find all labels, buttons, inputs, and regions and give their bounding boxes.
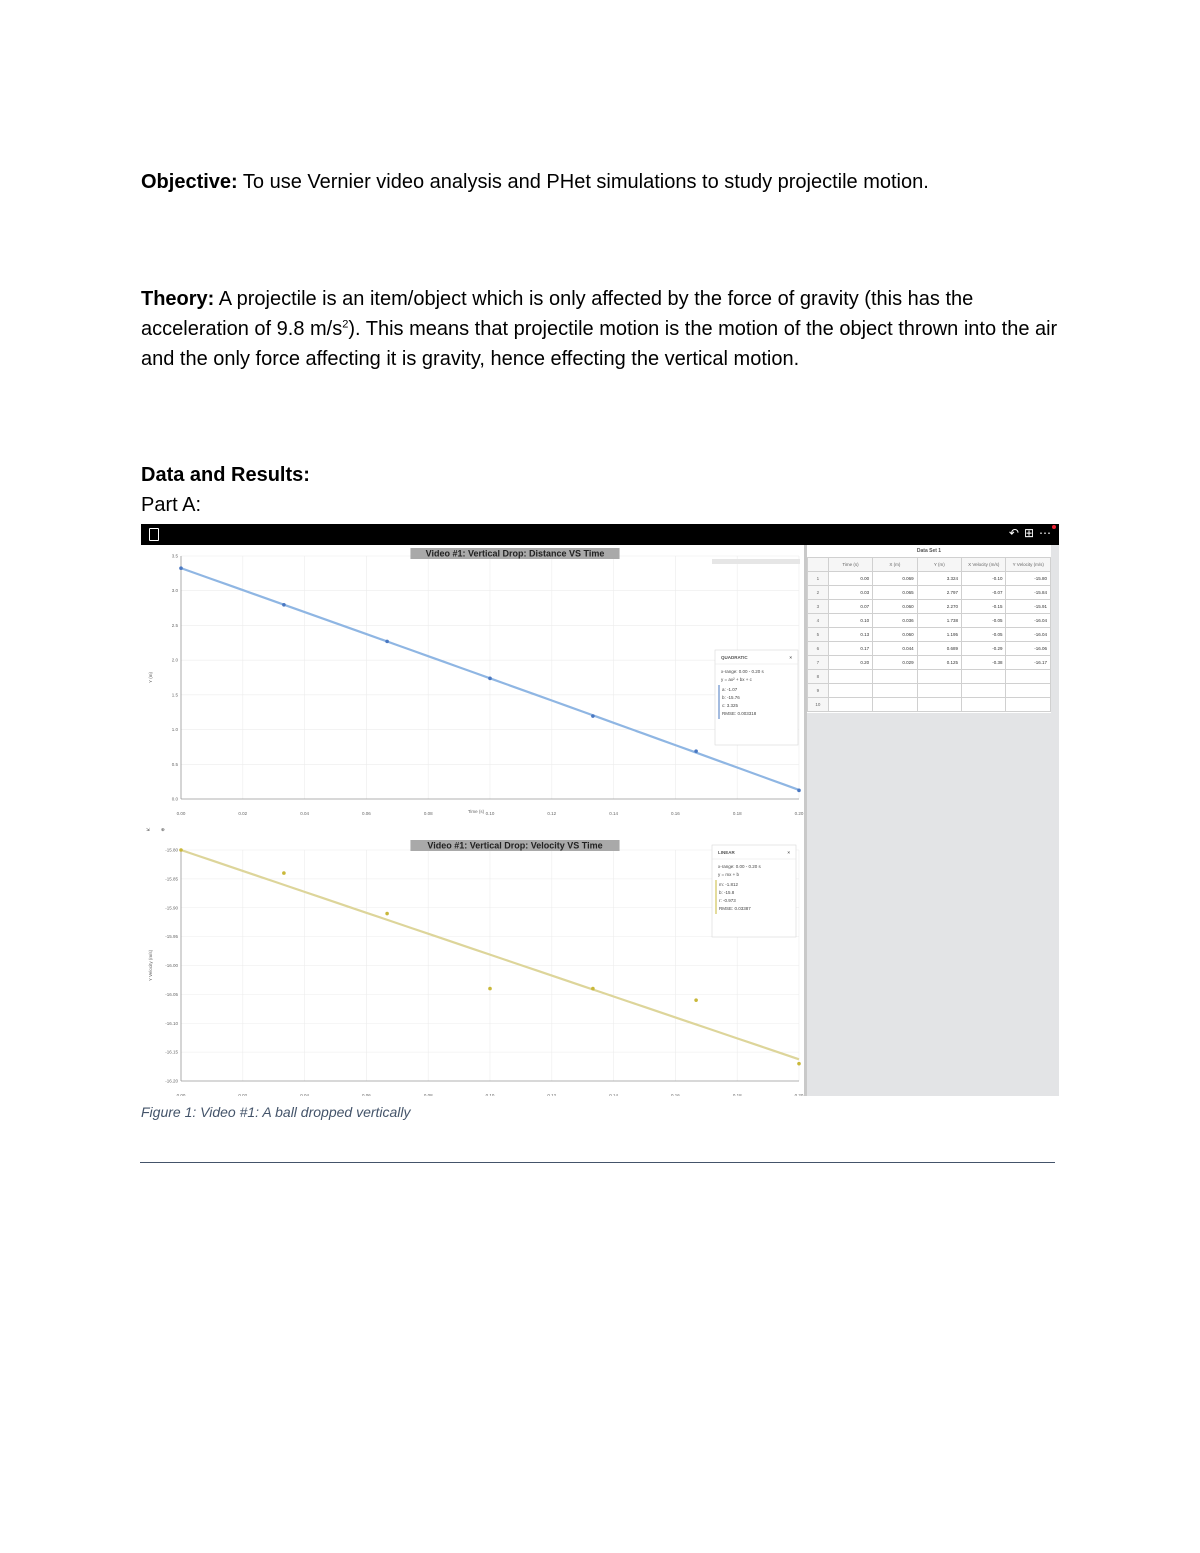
x-tick-label: 0.18: [732, 1093, 742, 1096]
x-axis-label: Time (s): [467, 809, 485, 814]
x-tick-label: 0.12: [547, 811, 557, 816]
table-cell[interactable]: -0.05: [961, 614, 1006, 628]
table-cell[interactable]: -0.38: [961, 656, 1006, 670]
y-tick-label: -15.90: [165, 905, 178, 911]
axis-icon: ⇲: [146, 827, 150, 832]
theory-text-2: ). This means that projectile motion is the motion of the object thrown into the air and the only force affecting it is gravity, hence effecting the vertical motion.: [141, 318, 1058, 370]
row-number: 9: [808, 684, 829, 698]
y-tick-label: 2.5: [171, 622, 178, 628]
table-cell[interactable]: -16.06: [1006, 642, 1051, 656]
table-cell[interactable]: 0.036: [873, 614, 917, 628]
data-point: [385, 640, 389, 644]
table-row: [808, 698, 1051, 712]
chart-title: Video #1: Vertical Drop: Distance VS Time: [425, 548, 605, 559]
data-results-heading: [141, 460, 1061, 490]
notification-dot: [1052, 525, 1056, 529]
close-icon: ×: [787, 850, 790, 855]
table-cell[interactable]: -16.04: [1006, 614, 1051, 628]
data-point: [797, 789, 801, 793]
column-header[interactable]: X Velocity (m/s): [961, 558, 1006, 572]
table-cell[interactable]: 0.03: [828, 586, 872, 600]
table-cell[interactable]: [828, 684, 872, 698]
y-tick-label: 0.5: [171, 761, 178, 767]
fit-box-title: LINEAR: [718, 850, 735, 855]
x-tick-label: 0.10: [485, 1093, 495, 1096]
table-cell[interactable]: 0.125: [917, 656, 961, 670]
table-row: [808, 656, 1051, 670]
x-tick-label: 0.20: [794, 1093, 804, 1096]
data-point: [694, 749, 698, 753]
table-cell[interactable]: -16.04: [1006, 628, 1051, 642]
table-row: [808, 628, 1051, 642]
x-tick-label: 0.20: [794, 811, 804, 816]
data-point: [179, 566, 183, 570]
y-tick-label: 3.5: [171, 553, 178, 559]
table-cell[interactable]: 0.065: [873, 586, 917, 600]
x-tick-label: 0.16: [671, 1093, 680, 1096]
graphs-panel: [141, 545, 804, 1096]
x-tick-label: 0.06: [362, 811, 371, 816]
table-cell[interactable]: 0.069: [873, 572, 917, 586]
table-cell[interactable]: 2.797: [917, 586, 961, 600]
table-cell[interactable]: -0.05: [961, 628, 1006, 642]
data-table: [807, 557, 1051, 712]
table-cell[interactable]: -0.07: [961, 586, 1006, 600]
row-number: 6: [808, 642, 829, 656]
document-icon[interactable]: [149, 528, 159, 541]
y-tick-label: -16.20: [165, 1078, 178, 1084]
x-tick-label: 0.08: [423, 1093, 433, 1096]
fit-parameter: c: 3.325: [722, 703, 739, 708]
fit-rmse: RMSE: 0.03387: [719, 906, 751, 911]
zoom-icon: ⊕: [161, 827, 165, 832]
table-row: [808, 684, 1051, 698]
table-cell[interactable]: 0.044: [873, 642, 917, 656]
row-number: 1: [808, 572, 829, 586]
column-header[interactable]: Y (m): [917, 558, 961, 572]
y-tick-label: -16.05: [165, 991, 178, 997]
table-cell[interactable]: [873, 670, 917, 684]
data-point: [385, 912, 389, 916]
table-cell[interactable]: [961, 684, 1006, 698]
data-point: [179, 848, 183, 852]
y-tick-label: -15.85: [165, 876, 178, 882]
row-number: 8: [808, 670, 829, 684]
table-cell[interactable]: [961, 670, 1006, 684]
table-cell[interactable]: [873, 684, 917, 698]
fit-box-title: QUADRATIC: [721, 655, 748, 660]
table-row: [808, 670, 1051, 684]
column-header[interactable]: X (m): [873, 558, 917, 572]
table-cell[interactable]: [917, 684, 961, 698]
data-point: [282, 603, 286, 607]
table-cell[interactable]: [1006, 670, 1051, 684]
data-point: [591, 987, 595, 991]
x-tick-label: 0.14: [609, 811, 618, 816]
data-results-title: Data and Results:: [141, 464, 310, 486]
x-tick-label: 0.14: [609, 1093, 618, 1096]
table-cell[interactable]: [961, 698, 1006, 712]
objective-text: To use Vernier video analysis and PHet simulations to study projectile motion.: [237, 171, 929, 193]
vernier-screenshot: [141, 524, 1059, 1096]
fit-parameter: m: -1.812: [719, 882, 739, 887]
more-icon[interactable]: ⋯: [1039, 526, 1051, 540]
row-number: 2: [808, 586, 829, 600]
table-cell[interactable]: 0.10: [828, 614, 872, 628]
graphs-svg: [141, 545, 804, 1096]
column-header[interactable]: Time (s): [828, 558, 872, 572]
table-cell[interactable]: 0.689: [917, 642, 961, 656]
table-cell[interactable]: -15.91: [1006, 600, 1051, 614]
data-point: [488, 677, 492, 681]
table-cell[interactable]: 0.060: [873, 600, 917, 614]
x-tick-label: 0.00: [176, 1093, 186, 1096]
x-tick-label: 0.04: [300, 811, 309, 816]
table-cell[interactable]: [828, 698, 872, 712]
column-header[interactable]: Y Velocity (m/s): [1006, 558, 1051, 572]
table-cell[interactable]: [1006, 684, 1051, 698]
table-row: [808, 600, 1051, 614]
y-tick-label: 3.0: [171, 588, 178, 594]
fit-range: x-range: 0.00 - 0.20 s: [721, 669, 764, 674]
fit-parameter: r: -0.973: [719, 898, 736, 903]
y-tick-label: 1.5: [171, 692, 178, 698]
fit-parameter: b: -15.76: [722, 695, 740, 700]
fit-equation: y = ax² + bx + c: [721, 677, 752, 682]
x-tick-label: 0.08: [423, 811, 433, 816]
data-point: [488, 987, 492, 991]
x-tick-label: 0.02: [238, 1093, 248, 1096]
y-axis-label: Y (m): [148, 672, 153, 683]
app-toolbar: [141, 524, 1059, 545]
objective-heading: Objective:: [141, 171, 238, 193]
data-point: [797, 1062, 801, 1066]
row-number: 3: [808, 600, 829, 614]
table-cell[interactable]: 0.060: [873, 628, 917, 642]
row-number: 4: [808, 614, 829, 628]
x-tick-label: 0.02: [238, 811, 248, 816]
table-cell[interactable]: -0.29: [961, 642, 1006, 656]
fit-parameter: a: -1.07: [722, 687, 738, 692]
graph-scrollbar: [712, 559, 800, 564]
y-tick-label: -16.00: [165, 963, 178, 968]
row-number: 5: [808, 628, 829, 642]
x-tick-label: 0.16: [671, 811, 680, 816]
data-table-wrapper: [807, 545, 1051, 713]
x-tick-label: 0.18: [732, 811, 742, 816]
y-tick-label: -16.15: [165, 1049, 178, 1055]
y-tick-label: 0.0: [171, 796, 178, 802]
table-cell[interactable]: [1006, 698, 1051, 712]
table-cell[interactable]: 0.07: [828, 600, 872, 614]
data-table-panel: [807, 545, 1059, 1096]
table-cell[interactable]: [873, 698, 917, 712]
table-cell[interactable]: [917, 670, 961, 684]
table-cell[interactable]: -15.84: [1006, 586, 1051, 600]
y-tick-label: -15.95: [165, 934, 178, 940]
y-tick-label: -16.10: [165, 1020, 178, 1026]
x-tick-label: 0.12: [547, 1093, 557, 1096]
table-corner: [808, 558, 829, 572]
theory-text-1: A projectile is an item/object which is only affected by the force of gravity (this has the acceleration of 9.8 m/s: [141, 288, 974, 340]
y-tick-label: 1.0: [171, 727, 178, 733]
table-cell[interactable]: -0.15: [961, 600, 1006, 614]
fit-parameter: b: -15.8: [719, 890, 735, 895]
table-cell[interactable]: 0.029: [873, 656, 917, 670]
y-tick-label: 2.0: [171, 657, 178, 663]
table-row: [808, 572, 1051, 586]
data-point: [591, 714, 595, 718]
objective-paragraph: [141, 167, 1061, 197]
y-tick-label: -15.80: [165, 847, 178, 853]
row-number: 10: [808, 698, 829, 712]
table-cell[interactable]: 0.13: [828, 628, 872, 642]
row-number: 7: [808, 656, 829, 670]
table-cell[interactable]: 2.270: [917, 600, 961, 614]
undo-icon[interactable]: ↶: [1008, 526, 1019, 540]
layout-icon[interactable]: ⊞: [1023, 526, 1034, 540]
y-axis-label: Y Velocity (m/s): [148, 949, 153, 982]
x-tick-label: 0.06: [362, 1093, 371, 1096]
table-cell[interactable]: 3.324: [917, 572, 961, 586]
theory-paragraph: [141, 284, 1061, 374]
table-cell[interactable]: [917, 698, 961, 712]
table-row: [808, 642, 1051, 656]
table-cell[interactable]: 0.17: [828, 642, 872, 656]
table-header-row: [808, 558, 1051, 572]
fit-equation: y = mx + b: [718, 872, 740, 877]
figure-caption: Figure 1: Video #1: A ball dropped vertically: [141, 1104, 411, 1120]
table-cell[interactable]: 1.195: [917, 628, 961, 642]
horizontal-rule: [140, 1162, 1055, 1163]
table-cell[interactable]: 0.00: [828, 572, 872, 586]
theory-heading: Theory:: [141, 288, 215, 310]
table-cell[interactable]: -0.10: [961, 572, 1006, 586]
data-point: [282, 871, 286, 875]
x-tick-label: 0.04: [300, 1093, 309, 1096]
part-a-label: Part A:: [141, 494, 202, 516]
fit-range: x-range: 0.00 - 0.20 s: [718, 864, 761, 869]
fit-rmse: RMSE: 0.003318: [722, 711, 757, 716]
close-icon: ×: [789, 655, 792, 660]
table-cell[interactable]: [828, 670, 872, 684]
data-set-title: Data Set 1: [916, 548, 942, 554]
chart-title: Video #1: Vertical Drop: Velocity VS Time: [427, 840, 603, 851]
table-cell[interactable]: -16.17: [1006, 656, 1051, 670]
theory-superscript: 2: [342, 318, 349, 331]
table-cell[interactable]: 1.738: [917, 614, 961, 628]
table-cell[interactable]: -15.80: [1006, 572, 1051, 586]
table-cell[interactable]: 0.20: [828, 656, 872, 670]
x-tick-label: 0.10: [485, 811, 495, 816]
toolbar-icons: [1004, 526, 1051, 540]
table-row: [808, 586, 1051, 600]
x-tick-label: 0.00: [176, 811, 186, 816]
table-row: [808, 614, 1051, 628]
data-point: [694, 998, 698, 1002]
